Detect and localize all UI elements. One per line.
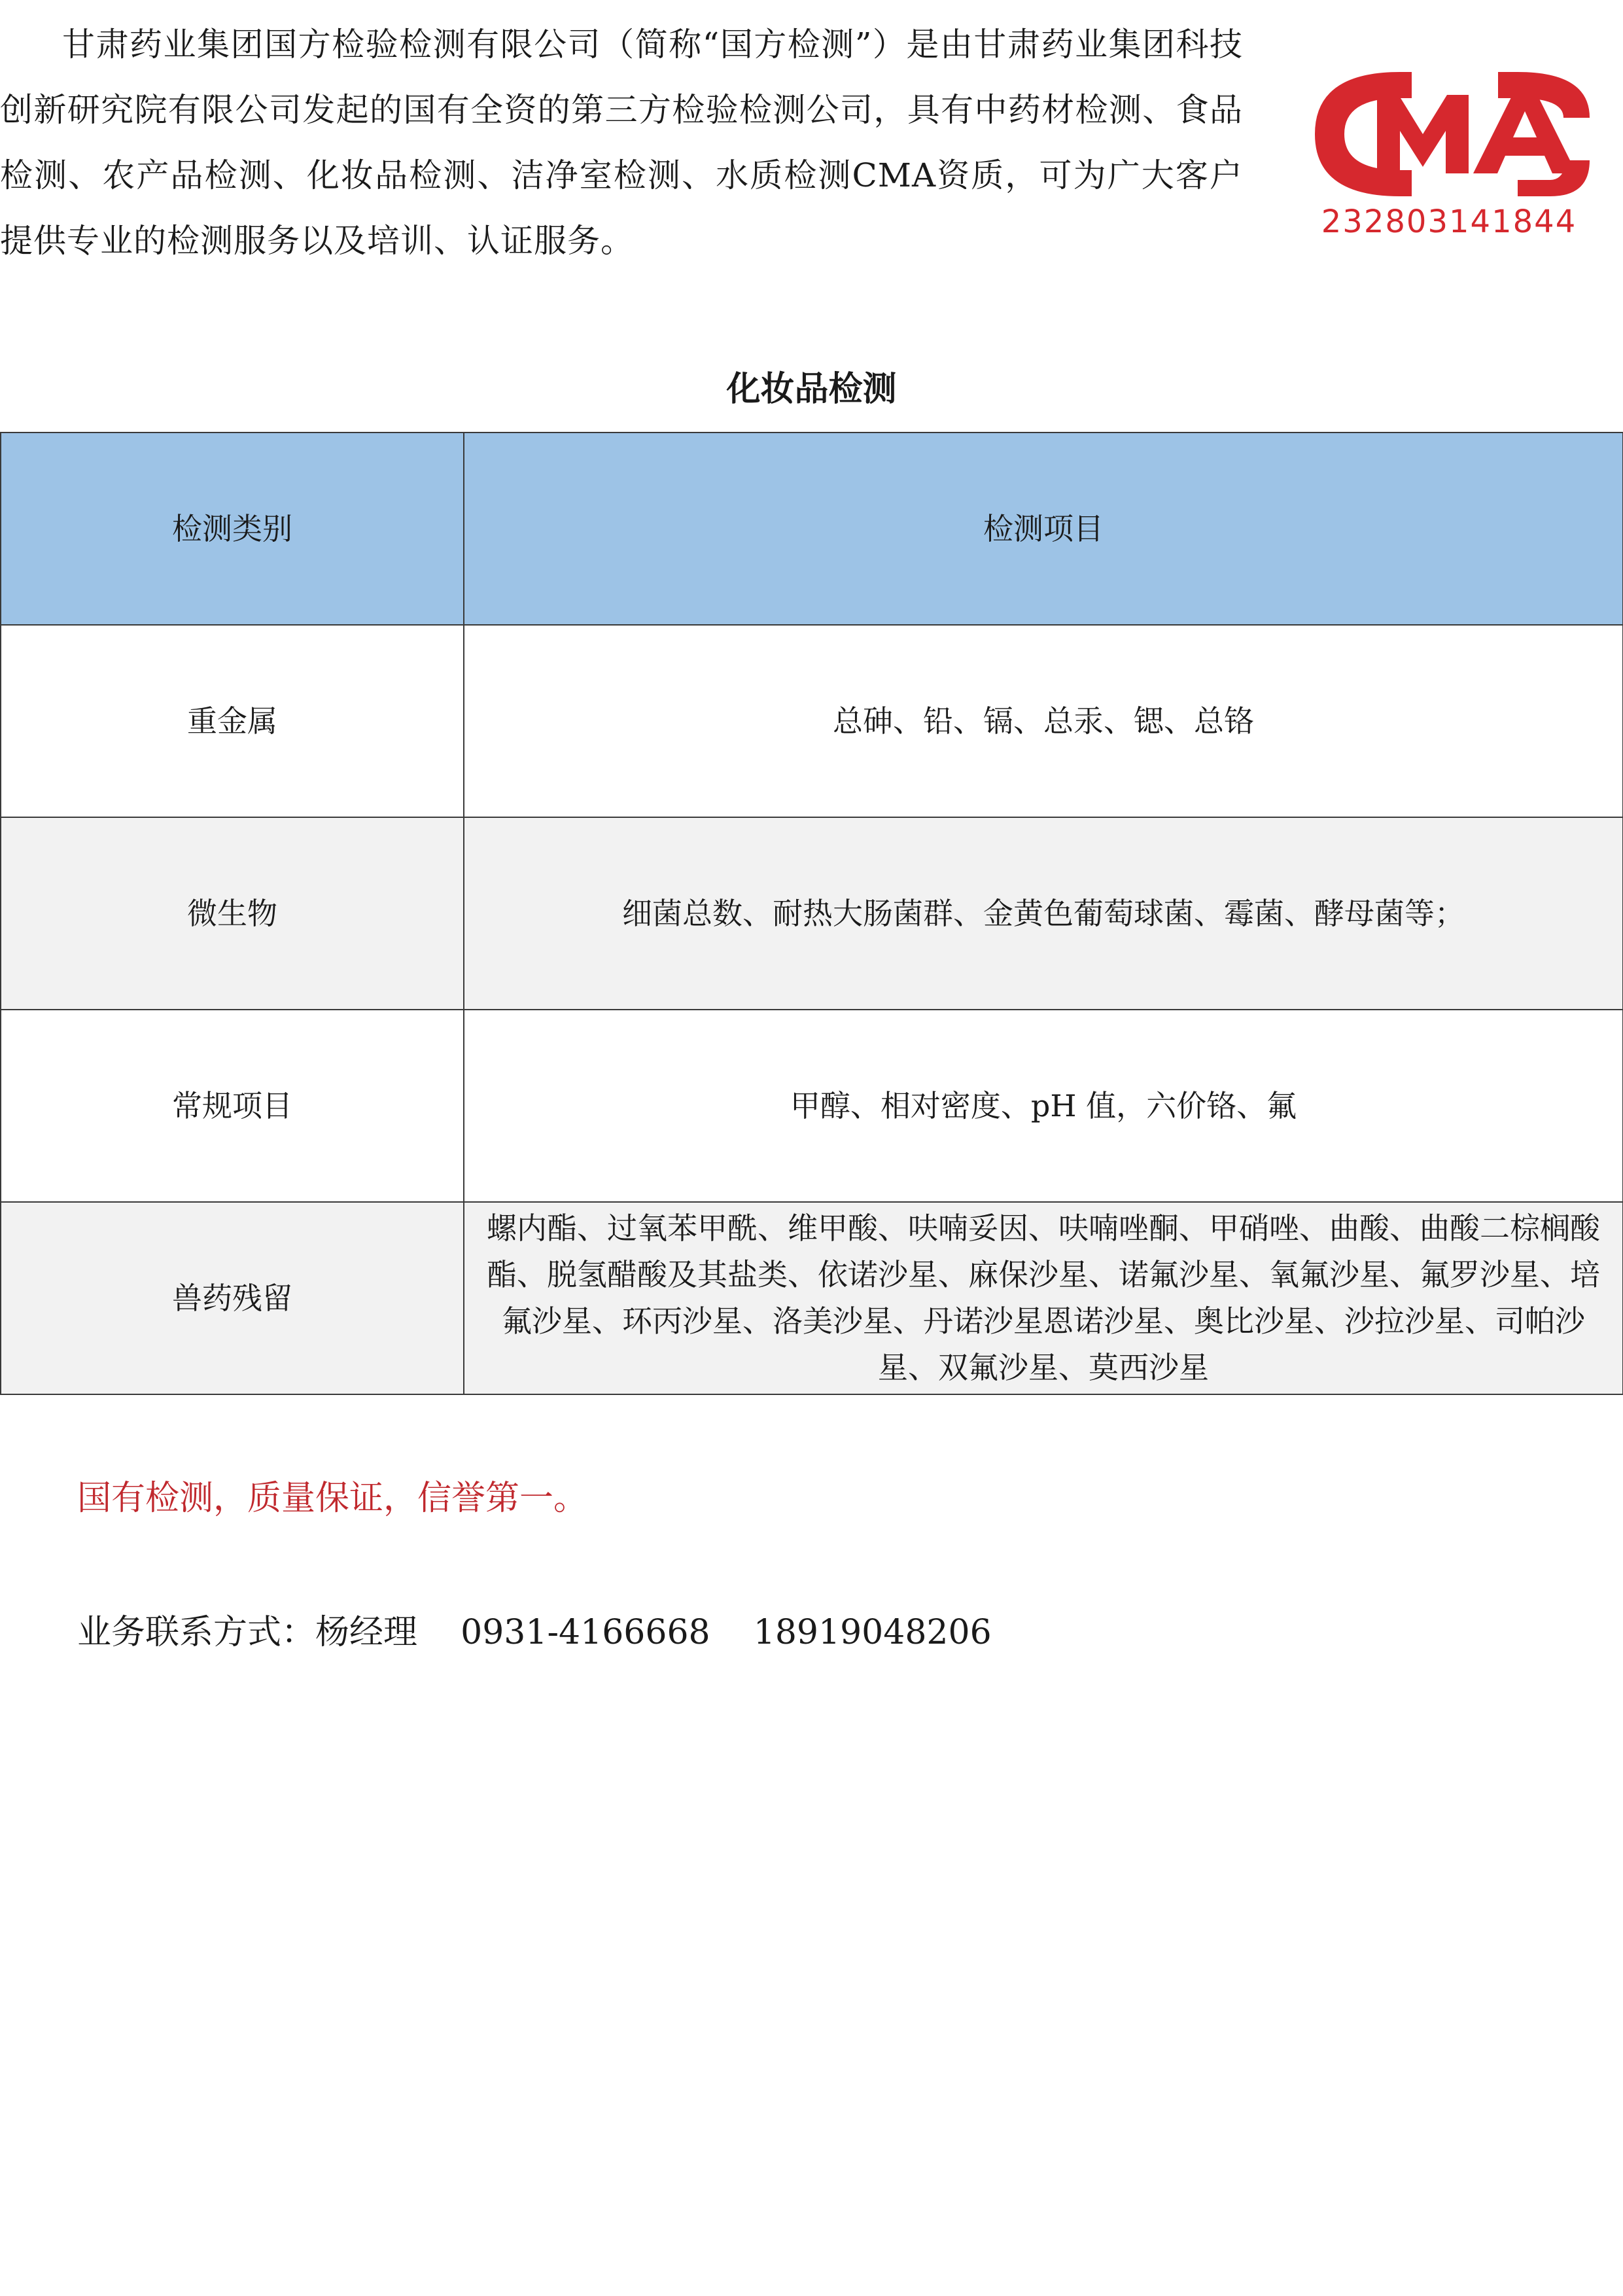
header-items: 检测项目 — [464, 433, 1623, 625]
row-items: 总砷、铅、镉、总汞、锶、总铬 — [464, 625, 1623, 817]
row-category: 常规项目 — [1, 1010, 464, 1202]
row-items: 甲醇、相对密度、pH 值，六价铬、氟 — [464, 1010, 1623, 1202]
cma-logo-m-mark — [1377, 95, 1469, 173]
contact-info: 业务联系方式：杨经理 0931-4166668 18919048206 — [77, 1613, 992, 1652]
cma-logo — [1302, 46, 1596, 242]
table-row — [1, 1010, 1623, 1202]
slogan: 国有检测，质量保证，信誉第一。 — [77, 1479, 588, 1518]
table-row — [1, 817, 1623, 1010]
table-row — [1, 625, 1623, 817]
row-category: 重金属 — [1, 625, 464, 817]
row-items: 细菌总数、耐热大肠菌群、金黄色葡萄球菌、霉菌、酵母菌等； — [464, 817, 1623, 1010]
table-row — [1, 1202, 1623, 1394]
cosmetics-test-table — [0, 432, 1623, 1395]
row-items: 螺内酯、过氧苯甲酰、维甲酸、呋喃妥因、呋喃唑酮、甲硝唑、曲酸、曲酸二棕榈酸酯、脱氢醋酸及其盐类、依诺沙星、麻保沙星、诺氟沙星、氧氟沙星、氟罗沙星、培氟沙星、环丙沙星、洛美沙星、丹诺沙星恩诺沙星、奥比沙星、沙拉沙星、司帕沙星、双氟沙星、莫西沙星 — [464, 1202, 1623, 1394]
table-header-row — [1, 433, 1623, 625]
row-category: 微生物 — [1, 817, 464, 1010]
section-title: 化妆品检测 — [726, 370, 897, 409]
header-category: 检测类别 — [1, 433, 464, 625]
row-category: 兽药残留 — [1, 1202, 464, 1394]
company-intro: 甘肃药业集团国方检验检测有限公司（简称“国方检测”）是由甘肃药业集团科技创新研究院有限公司发起的国有全资的第三方检验检测公司，具有中药材检测、食品检测、农产品检测、化妆品检测、洁净室检测、水质检测CMA资质，可为广大客户提供专业的检测服务以及培训、认证服务。 — [0, 26, 1243, 260]
cma-logo-number: 232803141844 — [1321, 203, 1577, 240]
